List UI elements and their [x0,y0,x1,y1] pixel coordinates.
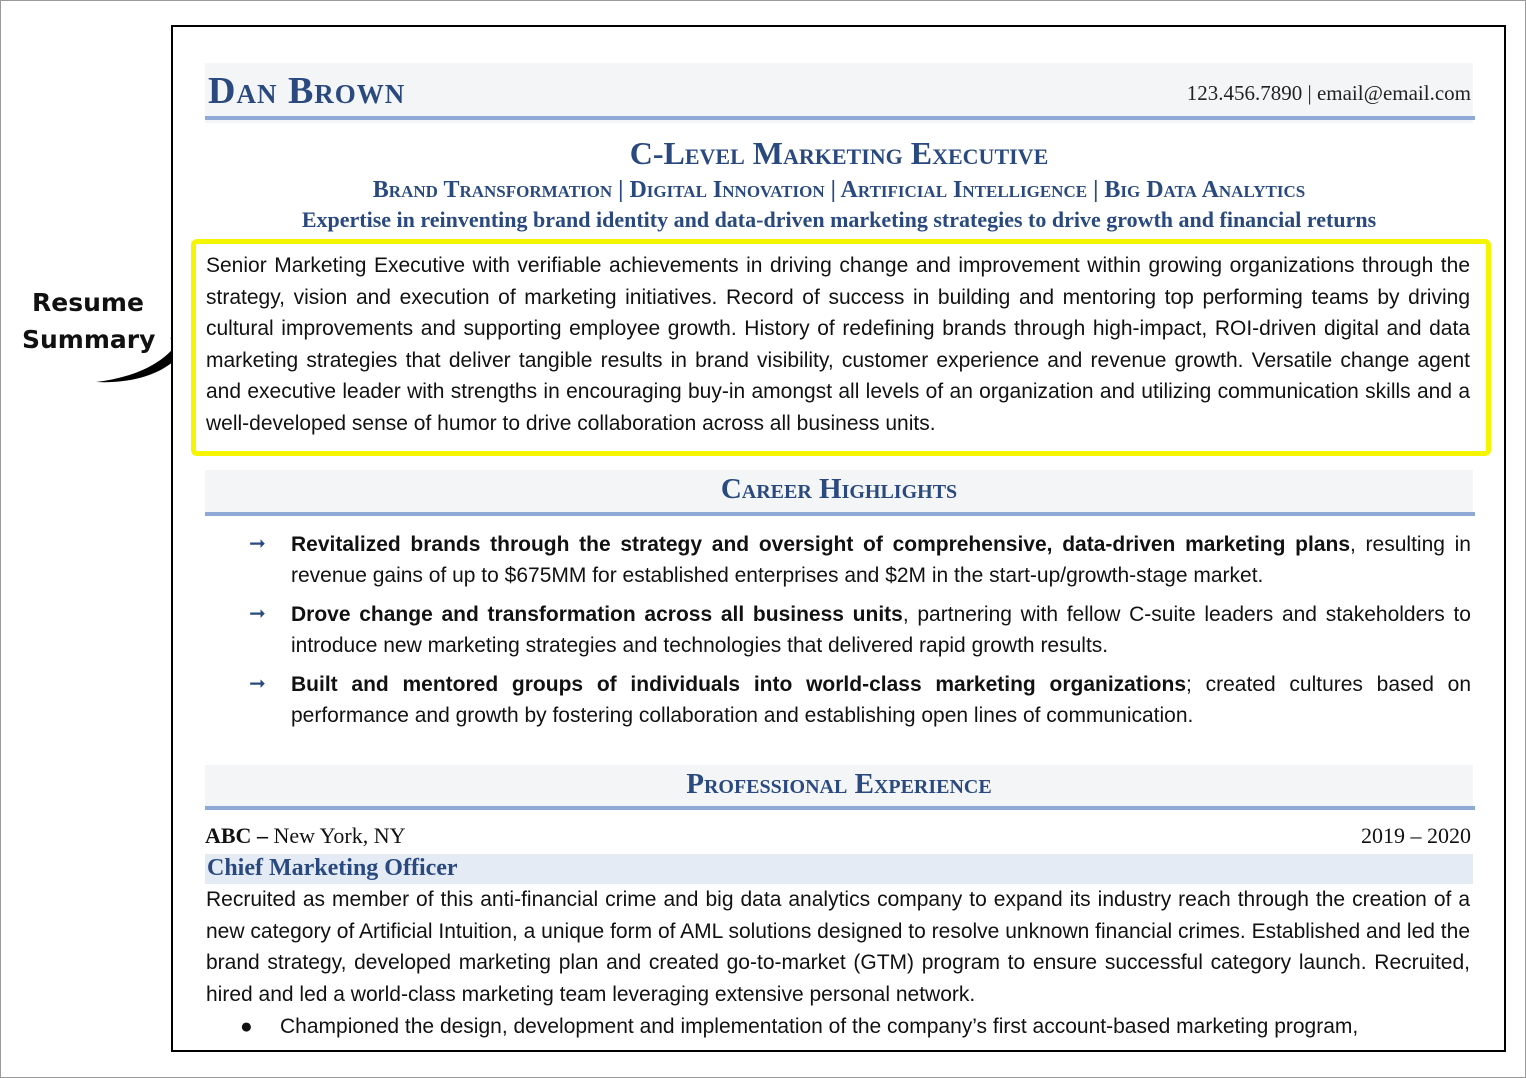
job-bullet-text: Championed the design, development and implementation of the company’s first account-based marketing program, [280,1015,1359,1038]
career-highlights-heading: Career Highlights [720,473,958,505]
highlight-detail: , partnering with fellow C-suite leaders and stakeholders to introduce new marketing strategies and technologies that delivered rapid growth results. [291,603,1471,657]
job-title-band [205,854,1473,884]
tagline: Expertise in reinventing brand identity and data-driven marketing strategies to drive growth and financial returns [301,207,1377,232]
list-item [240,1011,1470,1042]
arrow-right-icon: ➞ [249,671,266,695]
highlight-lead: Drove change and transformation across all business units [291,603,903,626]
resume-page [171,25,1506,1052]
career-highlights-rule [205,512,1475,516]
job-header [205,823,1473,853]
highlight-detail: , resulting in revenue gains of up to $675MM for established enterprises and $2M in the start-up/growth-stage market. [291,533,1471,587]
company-name: ABC – [205,823,268,848]
career-highlights-list [245,529,1471,739]
experience-rule [205,806,1475,810]
bullet-icon: ● [240,1015,253,1038]
candidate-name: Dan Brown [208,70,406,112]
contact-info: 123.456.7890 | email@email.com [1186,81,1471,105]
highlight-detail: ; created cultures based on performance and growth by fostering collaboration and establishing open lines of communication. [291,673,1472,727]
arrow-right-icon: ➞ [249,601,266,625]
list-item [245,529,1471,591]
resume-header [205,63,1473,123]
header-rule [205,116,1475,120]
highlight-lead: Revitalized brands through the strategy and oversight of comprehensive, data-driven marketing plans [291,533,1351,556]
highlight-lead: Built and mentored groups of individuals into world-class marketing organizations [291,673,1187,696]
resume-summary: Senior Marketing Executive with verifiable achievements in driving change and improvement within growing organizations through the strategy, vision and execution of marketing initiatives. Record of success in building and mentoring top performing teams by driving cultural improvements and supporting employee growth. History of redefining brands through high-impact, ROI-driven digital and data marketing strategies that deliver tangible results in brand visibility, customer experience and revenue growth. Versatile change agent and executive leader with strengths in encouraging buy-in amongst all levels of an organization and utilizing communication skills and a well-developed sense of humor to drive collaboration across all business units. [206,254,1470,435]
callout-label-line1: Resume [32,288,144,317]
headline: C-Level Marketing Executive [629,135,1049,171]
specialties: Brand Transformation | Digital Innovation | Artificial Intelligence | Big Data Analytics [372,177,1306,203]
list-item [245,599,1471,661]
list-item [245,669,1471,731]
job-dates: 2019 – 2020 [1361,823,1471,848]
experience-heading: Professional Experience [686,768,992,800]
job-location: New York, NY [273,823,406,848]
job-title: Chief Marketing Officer [207,855,458,881]
callout-label-line2: Summary [22,325,156,354]
job-description: Recruited as member of this anti-financial crime and big data analytics company to expand its industry reach through the creation of a new category of Artificial Intuition, a unique form of AML solutions designed to resolve unknown financial crimes. Established and led the brand strategy, developed marketing plan and created go-to-market (GTM) program to ensure successful category launch. Recruited, hired and led a world-class marketing team leveraging extensive personal network. [206,888,1470,1006]
arrow-right-icon: ➞ [249,531,266,555]
